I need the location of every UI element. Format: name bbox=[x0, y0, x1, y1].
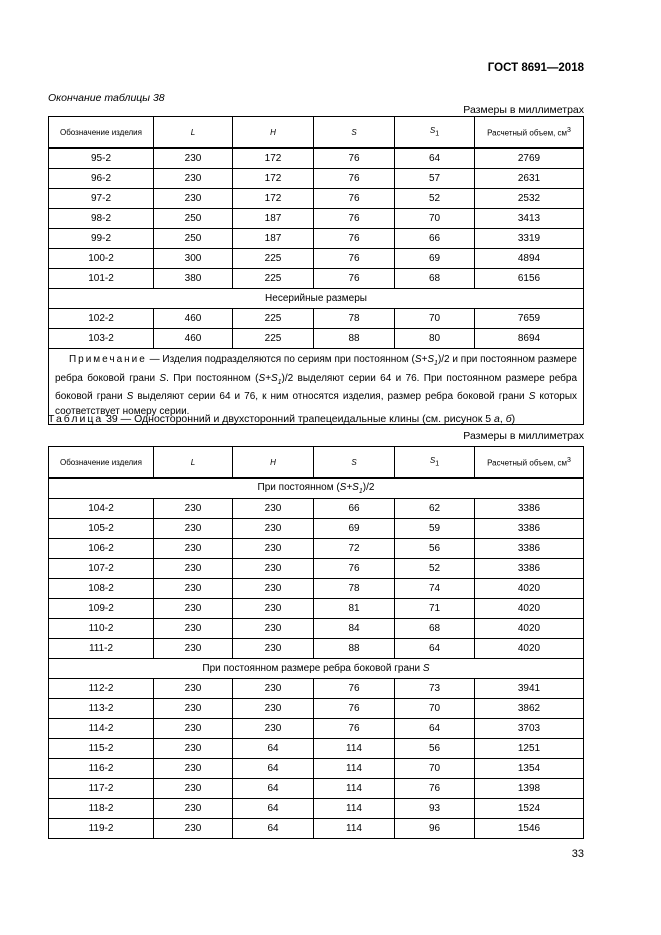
table-row bbox=[49, 639, 584, 659]
cell-h: 187 bbox=[233, 209, 314, 229]
col-s1: $S_1$ bbox=[395, 447, 475, 479]
cell-l: 250 bbox=[154, 209, 233, 229]
cell-s1: 69 bbox=[395, 249, 475, 269]
cell-s: 114 bbox=[314, 759, 395, 779]
cell-volume: 4020 bbox=[475, 599, 584, 619]
section-row bbox=[49, 478, 584, 499]
cell-h: 64 bbox=[233, 759, 314, 779]
cell-volume: 3386 bbox=[475, 499, 584, 519]
cell-s: 72 bbox=[314, 539, 395, 559]
table-row bbox=[49, 329, 584, 349]
cell-designation: 101-2 bbox=[49, 269, 154, 289]
cell-designation: 112-2 bbox=[49, 679, 154, 699]
col-h: H bbox=[233, 117, 314, 149]
table-row bbox=[49, 719, 584, 739]
cell-s1: 59 bbox=[395, 519, 475, 539]
table-header-row bbox=[49, 117, 584, 149]
cell-h: 230 bbox=[233, 619, 314, 639]
table-row bbox=[49, 739, 584, 759]
col-l: L bbox=[154, 117, 233, 149]
table-row bbox=[49, 209, 584, 229]
cell-s1: 74 bbox=[395, 579, 475, 599]
cell-h: 64 bbox=[233, 819, 314, 839]
cell-s1: 68 bbox=[395, 269, 475, 289]
col-volume: Расчетный объем, $см^3$ bbox=[475, 447, 584, 479]
table-row bbox=[49, 559, 584, 579]
cell-volume: 1546 bbox=[475, 819, 584, 839]
cell-s1: 64 bbox=[395, 719, 475, 739]
cell-s1: 73 bbox=[395, 679, 475, 699]
section-row bbox=[49, 659, 584, 679]
cell-volume: 3862 bbox=[475, 699, 584, 719]
cell-h: 225 bbox=[233, 329, 314, 349]
cell-s1: 57 bbox=[395, 169, 475, 189]
table-row bbox=[49, 269, 584, 289]
table-row bbox=[49, 499, 584, 519]
col-s: S bbox=[314, 447, 395, 479]
cell-l: 230 bbox=[154, 719, 233, 739]
table-row bbox=[49, 519, 584, 539]
cell-designation: 110-2 bbox=[49, 619, 154, 639]
cell-designation: 99-2 bbox=[49, 229, 154, 249]
cell-designation: 117-2 bbox=[49, 779, 154, 799]
cell-l: 460 bbox=[154, 329, 233, 349]
table-row bbox=[49, 619, 584, 639]
cell-h: 230 bbox=[233, 639, 314, 659]
units-label: Размеры в миллиметрах bbox=[463, 430, 584, 442]
cell-l: 230 bbox=[154, 148, 233, 169]
cell-s: 76 bbox=[314, 719, 395, 739]
cell-designation: 114-2 bbox=[49, 719, 154, 739]
table-row bbox=[49, 699, 584, 719]
cell-h: 230 bbox=[233, 599, 314, 619]
table-row bbox=[49, 819, 584, 839]
cell-volume: 3386 bbox=[475, 559, 584, 579]
table-row bbox=[49, 249, 584, 269]
cell-l: 230 bbox=[154, 819, 233, 839]
cell-designation: 100-2 bbox=[49, 249, 154, 269]
cell-l: 230 bbox=[154, 579, 233, 599]
cell-h: 230 bbox=[233, 699, 314, 719]
cell-designation: 119-2 bbox=[49, 819, 154, 839]
cell-volume: 3941 bbox=[475, 679, 584, 699]
cell-s1: 64 bbox=[395, 148, 475, 169]
cell-l: 230 bbox=[154, 679, 233, 699]
table-row bbox=[49, 189, 584, 209]
table-note: Примечание — Изделия подразделяются по сериям при постоянном $(S+S_1)/2$ и при постоянном размере ребра боковой грани S. При постоянном $(S+S_1)/2$ выделяют серии 64 и 76. При постоянном размере ребра боковой грани S выделяют серии 64 и 76, к ним относятся изделия, размер ребра боковой грани S которых соответствует номеру серии. bbox=[49, 349, 584, 425]
cell-volume: 1524 bbox=[475, 799, 584, 819]
cell-h: 225 bbox=[233, 249, 314, 269]
cell-designation: 107-2 bbox=[49, 559, 154, 579]
cell-s: 76 bbox=[314, 269, 395, 289]
cell-designation: 97-2 bbox=[49, 189, 154, 209]
cell-h: 225 bbox=[233, 269, 314, 289]
cell-s: 88 bbox=[314, 329, 395, 349]
col-designation: Обозначение изделия bbox=[49, 447, 154, 479]
cell-s: 76 bbox=[314, 699, 395, 719]
cell-s1: 70 bbox=[395, 759, 475, 779]
cell-designation: 104-2 bbox=[49, 499, 154, 519]
cell-l: 230 bbox=[154, 599, 233, 619]
page-number: 33 bbox=[571, 848, 584, 860]
document-id: ГОСТ 8691—2018 bbox=[487, 62, 584, 74]
cell-h: 230 bbox=[233, 519, 314, 539]
cell-s: 78 bbox=[314, 579, 395, 599]
cell-s1: 70 bbox=[395, 309, 475, 329]
cell-l: 300 bbox=[154, 249, 233, 269]
cell-h: 172 bbox=[233, 189, 314, 209]
table-header-row bbox=[49, 447, 584, 479]
cell-designation: 96-2 bbox=[49, 169, 154, 189]
col-s1: $S_1$ bbox=[395, 117, 475, 149]
cell-s: 78 bbox=[314, 309, 395, 329]
cell-s: 76 bbox=[314, 189, 395, 209]
cell-volume: 3386 bbox=[475, 519, 584, 539]
cell-designation: 118-2 bbox=[49, 799, 154, 819]
cell-s: 76 bbox=[314, 679, 395, 699]
cell-s1: 64 bbox=[395, 639, 475, 659]
cell-s: 76 bbox=[314, 169, 395, 189]
cell-s: 76 bbox=[314, 148, 395, 169]
col-h: H bbox=[233, 447, 314, 479]
cell-designation: 106-2 bbox=[49, 539, 154, 559]
cell-h: 225 bbox=[233, 309, 314, 329]
table-38 bbox=[48, 116, 584, 425]
cell-h: 230 bbox=[233, 559, 314, 579]
cell-h: 172 bbox=[233, 148, 314, 169]
col-l: L bbox=[154, 447, 233, 479]
cell-volume: 4020 bbox=[475, 579, 584, 599]
cell-h: 64 bbox=[233, 779, 314, 799]
table-row bbox=[49, 229, 584, 249]
table-row bbox=[49, 779, 584, 799]
cell-l: 230 bbox=[154, 739, 233, 759]
cell-l: 230 bbox=[154, 639, 233, 659]
cell-l: 230 bbox=[154, 519, 233, 539]
section-row bbox=[49, 289, 584, 309]
cell-s: 114 bbox=[314, 819, 395, 839]
cell-l: 460 bbox=[154, 309, 233, 329]
cell-s1: 66 bbox=[395, 229, 475, 249]
cell-s1: 70 bbox=[395, 209, 475, 229]
cell-designation: 105-2 bbox=[49, 519, 154, 539]
cell-s: 76 bbox=[314, 559, 395, 579]
cell-s: 76 bbox=[314, 209, 395, 229]
cell-s: 76 bbox=[314, 229, 395, 249]
cell-h: 187 bbox=[233, 229, 314, 249]
col-volume: Расчетный объем, $см^3$ bbox=[475, 117, 584, 149]
cell-l: 380 bbox=[154, 269, 233, 289]
cell-l: 230 bbox=[154, 499, 233, 519]
cell-l: 230 bbox=[154, 779, 233, 799]
cell-s1: 76 bbox=[395, 779, 475, 799]
cell-volume: 1354 bbox=[475, 759, 584, 779]
cell-l: 230 bbox=[154, 619, 233, 639]
cell-h: 64 bbox=[233, 739, 314, 759]
cell-s1: 80 bbox=[395, 329, 475, 349]
cell-volume: 3386 bbox=[475, 539, 584, 559]
table-row bbox=[49, 579, 584, 599]
cell-s1: 68 bbox=[395, 619, 475, 639]
cell-s: 114 bbox=[314, 739, 395, 759]
section-title: При постоянном размере ребра боковой грани S bbox=[49, 659, 584, 679]
cell-designation: 95-2 bbox=[49, 148, 154, 169]
cell-s: 81 bbox=[314, 599, 395, 619]
cell-volume: 4020 bbox=[475, 639, 584, 659]
cell-l: 230 bbox=[154, 539, 233, 559]
section-title: При постоянном $(S+S_1)/2$ bbox=[49, 478, 584, 499]
table-row bbox=[49, 148, 584, 169]
cell-h: 230 bbox=[233, 499, 314, 519]
cell-s1: 52 bbox=[395, 189, 475, 209]
cell-h: 230 bbox=[233, 679, 314, 699]
cell-l: 250 bbox=[154, 229, 233, 249]
cell-h: 172 bbox=[233, 169, 314, 189]
cell-s1: 56 bbox=[395, 539, 475, 559]
cell-designation: 115-2 bbox=[49, 739, 154, 759]
cell-s1: 52 bbox=[395, 559, 475, 579]
section-title: Несерийные размеры bbox=[49, 289, 584, 309]
cell-h: 230 bbox=[233, 539, 314, 559]
cell-l: 230 bbox=[154, 169, 233, 189]
cell-l: 230 bbox=[154, 759, 233, 779]
cell-s: 114 bbox=[314, 779, 395, 799]
units-label: Размеры в миллиметрах bbox=[463, 104, 584, 116]
table-row bbox=[49, 309, 584, 329]
table-39-caption: Таблица 39 — Односторонний и двухсторонний трапецеидальные клины (см. рисунок 5 а, б) bbox=[48, 413, 516, 425]
cell-volume: 2631 bbox=[475, 169, 584, 189]
cell-s1: 56 bbox=[395, 739, 475, 759]
cell-volume: 4894 bbox=[475, 249, 584, 269]
cell-h: 230 bbox=[233, 719, 314, 739]
cell-designation: 111-2 bbox=[49, 639, 154, 659]
table-row bbox=[49, 169, 584, 189]
cell-s: 76 bbox=[314, 249, 395, 269]
table-row bbox=[49, 799, 584, 819]
cell-designation: 113-2 bbox=[49, 699, 154, 719]
cell-s1: 71 bbox=[395, 599, 475, 619]
cell-volume: 3319 bbox=[475, 229, 584, 249]
table-continuation-caption: Окончание таблицы 38 bbox=[48, 92, 165, 104]
cell-l: 230 bbox=[154, 559, 233, 579]
cell-s: 88 bbox=[314, 639, 395, 659]
cell-designation: 116-2 bbox=[49, 759, 154, 779]
cell-l: 230 bbox=[154, 799, 233, 819]
cell-l: 230 bbox=[154, 189, 233, 209]
cell-volume: 3703 bbox=[475, 719, 584, 739]
cell-s1: 62 bbox=[395, 499, 475, 519]
table-row bbox=[49, 679, 584, 699]
cell-l: 230 bbox=[154, 699, 233, 719]
cell-s1: 70 bbox=[395, 699, 475, 719]
cell-volume: 1251 bbox=[475, 739, 584, 759]
cell-s: 114 bbox=[314, 799, 395, 819]
cell-designation: 103-2 bbox=[49, 329, 154, 349]
cell-volume: 2532 bbox=[475, 189, 584, 209]
cell-s: 66 bbox=[314, 499, 395, 519]
cell-h: 230 bbox=[233, 579, 314, 599]
cell-s1: 93 bbox=[395, 799, 475, 819]
cell-volume: 8694 bbox=[475, 329, 584, 349]
table-39 bbox=[48, 446, 584, 839]
cell-volume: 7659 bbox=[475, 309, 584, 329]
cell-volume: 6156 bbox=[475, 269, 584, 289]
cell-volume: 3413 bbox=[475, 209, 584, 229]
cell-volume: 1398 bbox=[475, 779, 584, 799]
cell-designation: 102-2 bbox=[49, 309, 154, 329]
table-row bbox=[49, 539, 584, 559]
cell-s: 69 bbox=[314, 519, 395, 539]
table-row bbox=[49, 599, 584, 619]
col-designation: Обозначение изделия bbox=[49, 117, 154, 149]
cell-h: 64 bbox=[233, 799, 314, 819]
cell-s: 84 bbox=[314, 619, 395, 639]
cell-designation: 108-2 bbox=[49, 579, 154, 599]
table-row bbox=[49, 759, 584, 779]
col-s: S bbox=[314, 117, 395, 149]
cell-volume: 4020 bbox=[475, 619, 584, 639]
cell-designation: 109-2 bbox=[49, 599, 154, 619]
cell-s1: 96 bbox=[395, 819, 475, 839]
cell-volume: 2769 bbox=[475, 148, 584, 169]
cell-designation: 98-2 bbox=[49, 209, 154, 229]
